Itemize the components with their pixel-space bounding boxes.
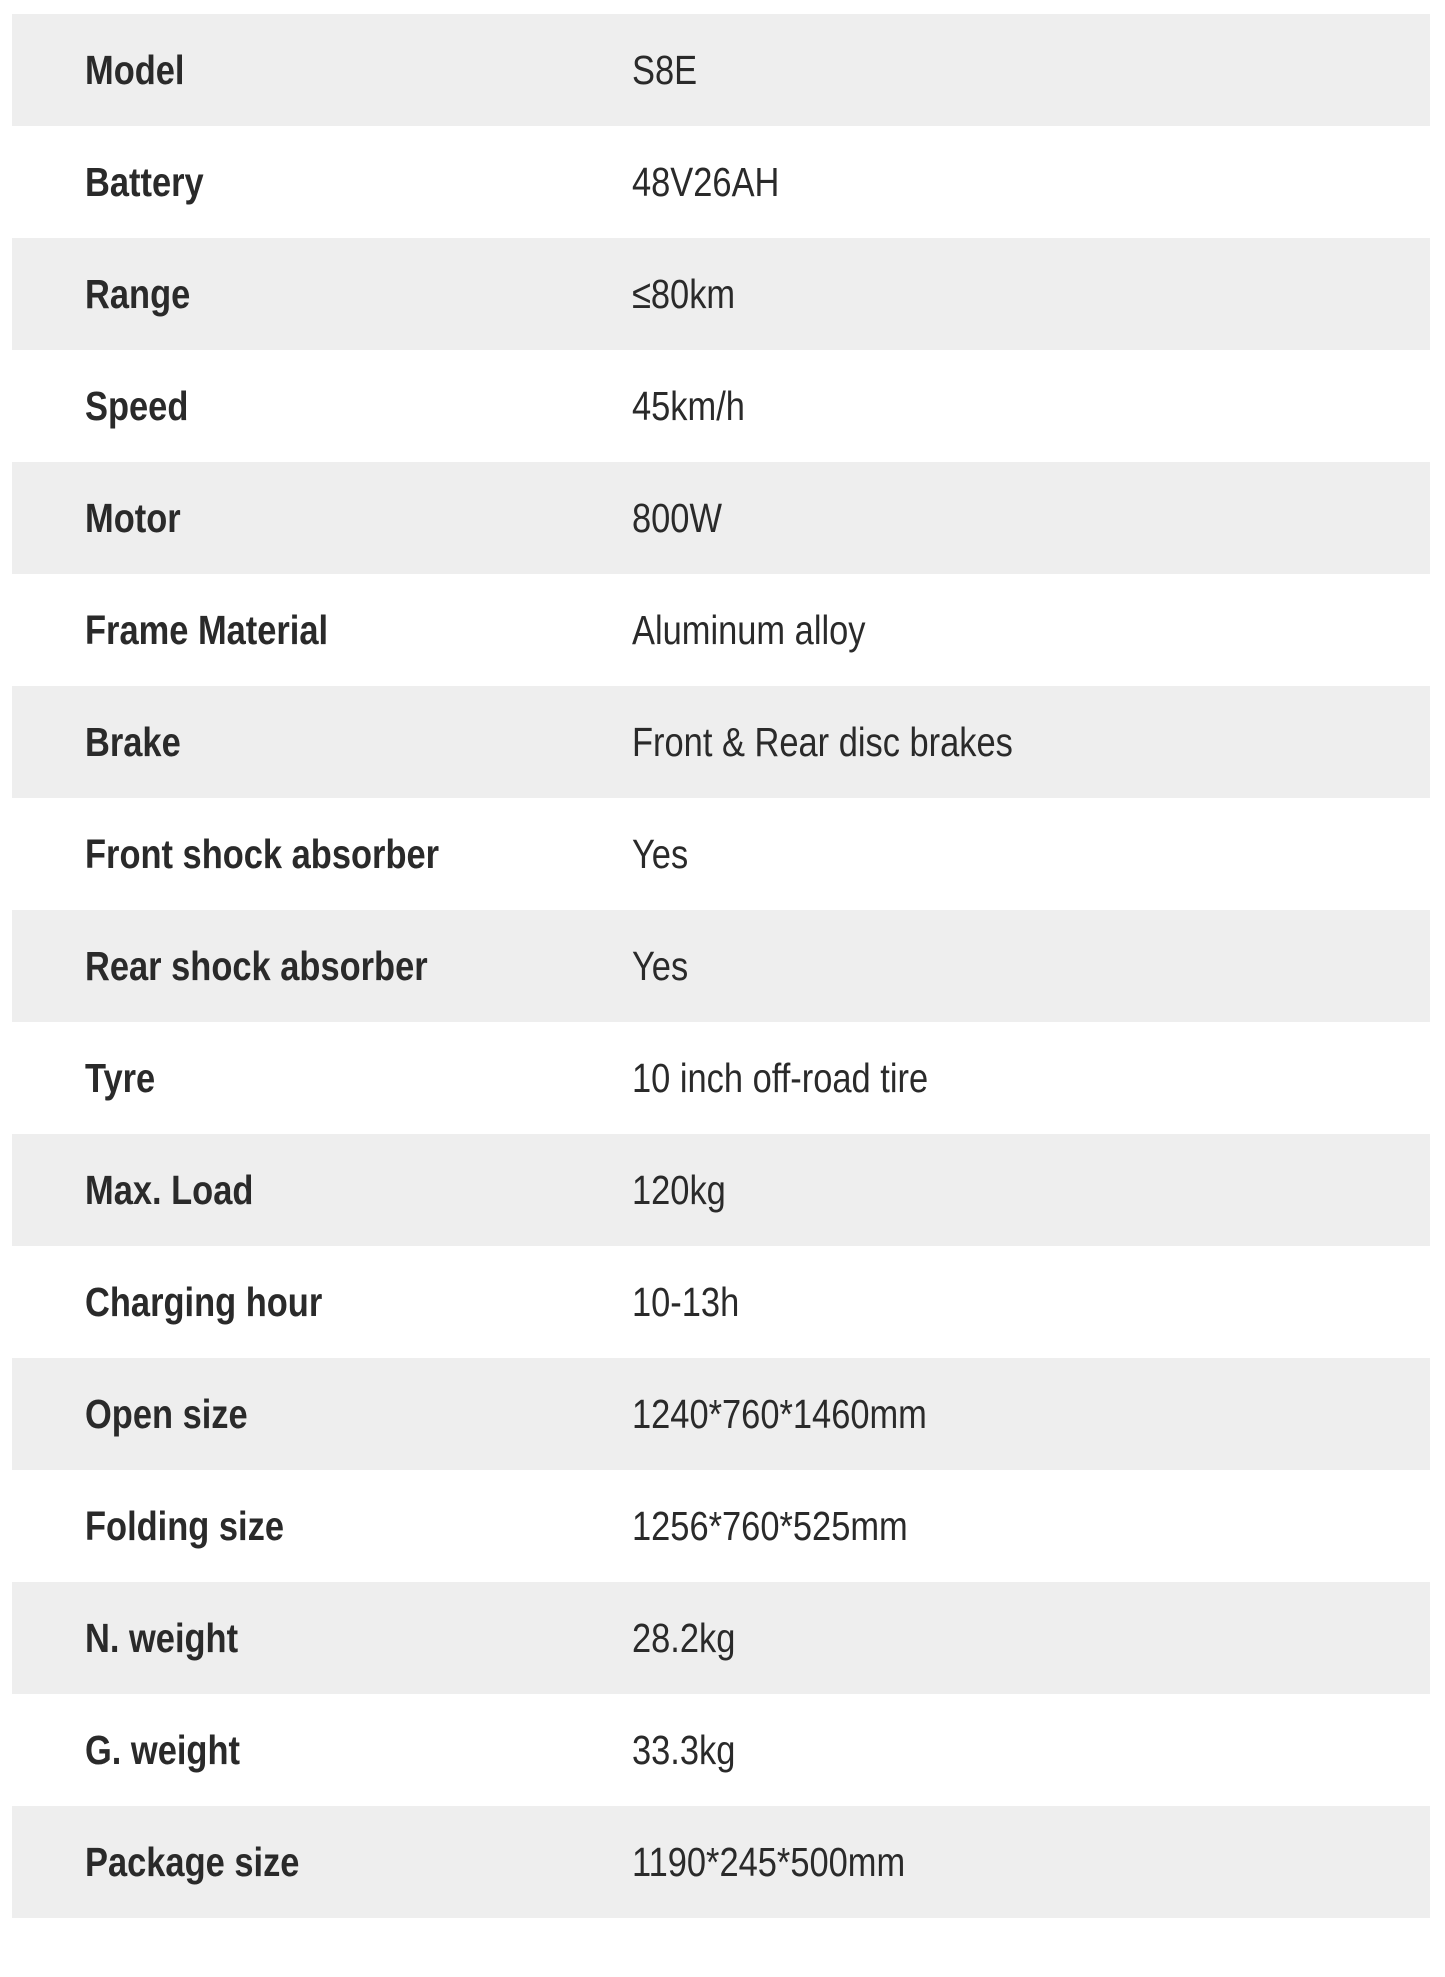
spec-row [12, 1134, 1430, 1246]
spec-label [12, 1726, 632, 1773]
spec-label-text: Frame Material [85, 606, 329, 653]
spec-value [632, 1614, 1430, 1661]
spec-label-text: Speed [85, 382, 189, 429]
spec-value [632, 1166, 1430, 1213]
spec-value [632, 942, 1430, 989]
spec-value-text: 45km/h [632, 382, 745, 429]
spec-value-text: Front & Rear disc brakes [632, 718, 1013, 765]
spec-row [12, 686, 1430, 798]
spec-label-text: Battery [85, 158, 204, 205]
spec-label-text: Rear shock absorber [85, 942, 428, 989]
spec-row [12, 14, 1430, 126]
spec-label [12, 718, 632, 765]
spec-label-text: Open size [85, 1390, 248, 1437]
spec-row [12, 1246, 1430, 1358]
spec-label-text: Motor [85, 494, 181, 541]
spec-value [632, 382, 1430, 429]
spec-value [632, 1390, 1430, 1437]
spec-value-text: 1240*760*1460mm [632, 1390, 927, 1437]
spec-value-text: S8E [632, 46, 698, 93]
spec-value-text: 48V26AH [632, 158, 780, 205]
spec-label-text: Brake [85, 718, 181, 765]
spec-label [12, 942, 632, 989]
spec-label-text: Folding size [85, 1502, 285, 1549]
spec-value [632, 606, 1430, 653]
spec-value-text: 10 inch off-road tire [632, 1054, 929, 1101]
spec-label [12, 1390, 632, 1437]
spec-label-text: Tyre [85, 1054, 156, 1101]
spec-label [12, 46, 632, 93]
spec-value-text: Aluminum alloy [632, 606, 866, 653]
spec-label-text: Range [85, 270, 191, 317]
spec-row [12, 238, 1430, 350]
spec-value [632, 1502, 1430, 1549]
spec-row [12, 1806, 1430, 1918]
spec-value-text: Yes [632, 830, 689, 877]
spec-label-text: Charging hour [85, 1278, 323, 1325]
spec-value [632, 46, 1430, 93]
spec-row [12, 126, 1430, 238]
spec-value [632, 494, 1430, 541]
spec-value [632, 1838, 1430, 1885]
spec-row [12, 1022, 1430, 1134]
spec-value-text: 33.3kg [632, 1726, 736, 1773]
spec-row [12, 1694, 1430, 1806]
spec-value-text: 800W [632, 494, 722, 541]
spec-row [12, 350, 1430, 462]
spec-value-text: Yes [632, 942, 689, 989]
spec-value-text: 120kg [632, 1166, 726, 1213]
spec-label [12, 270, 632, 317]
spec-value-text: 28.2kg [632, 1614, 736, 1661]
spec-label [12, 382, 632, 429]
spec-value [632, 270, 1430, 317]
spec-row [12, 1582, 1430, 1694]
spec-label-text: Package size [85, 1838, 300, 1885]
spec-value [632, 1726, 1430, 1773]
spec-row [12, 910, 1430, 1022]
spec-row [12, 574, 1430, 686]
spec-label [12, 1278, 632, 1325]
spec-label-text: Model [85, 46, 185, 93]
spec-row [12, 1470, 1430, 1582]
spec-row [12, 798, 1430, 910]
spec-label [12, 1614, 632, 1661]
spec-value [632, 718, 1430, 765]
spec-value-text: 10-13h [632, 1278, 740, 1325]
spec-value [632, 1278, 1430, 1325]
spec-label-text: G. weight [85, 1726, 240, 1773]
spec-label-text: N. weight [85, 1614, 239, 1661]
spec-label [12, 830, 632, 877]
spec-label [12, 1502, 632, 1549]
spec-value [632, 1054, 1430, 1101]
spec-row [12, 1358, 1430, 1470]
spec-label [12, 1166, 632, 1213]
spec-label [12, 158, 632, 205]
spec-value [632, 830, 1430, 877]
spec-value-text: 1256*760*525mm [632, 1502, 908, 1549]
spec-label-text: Front shock absorber [85, 830, 440, 877]
spec-value-text: ≤80km [632, 270, 736, 317]
spec-label [12, 1054, 632, 1101]
spec-value-text: 1190*245*500mm [632, 1838, 906, 1885]
spec-value [632, 158, 1430, 205]
spec-label [12, 606, 632, 653]
spec-label-text: Max. Load [85, 1166, 254, 1213]
specification-table [12, 14, 1430, 1918]
spec-label [12, 1838, 632, 1885]
spec-label [12, 494, 632, 541]
spec-row [12, 462, 1430, 574]
